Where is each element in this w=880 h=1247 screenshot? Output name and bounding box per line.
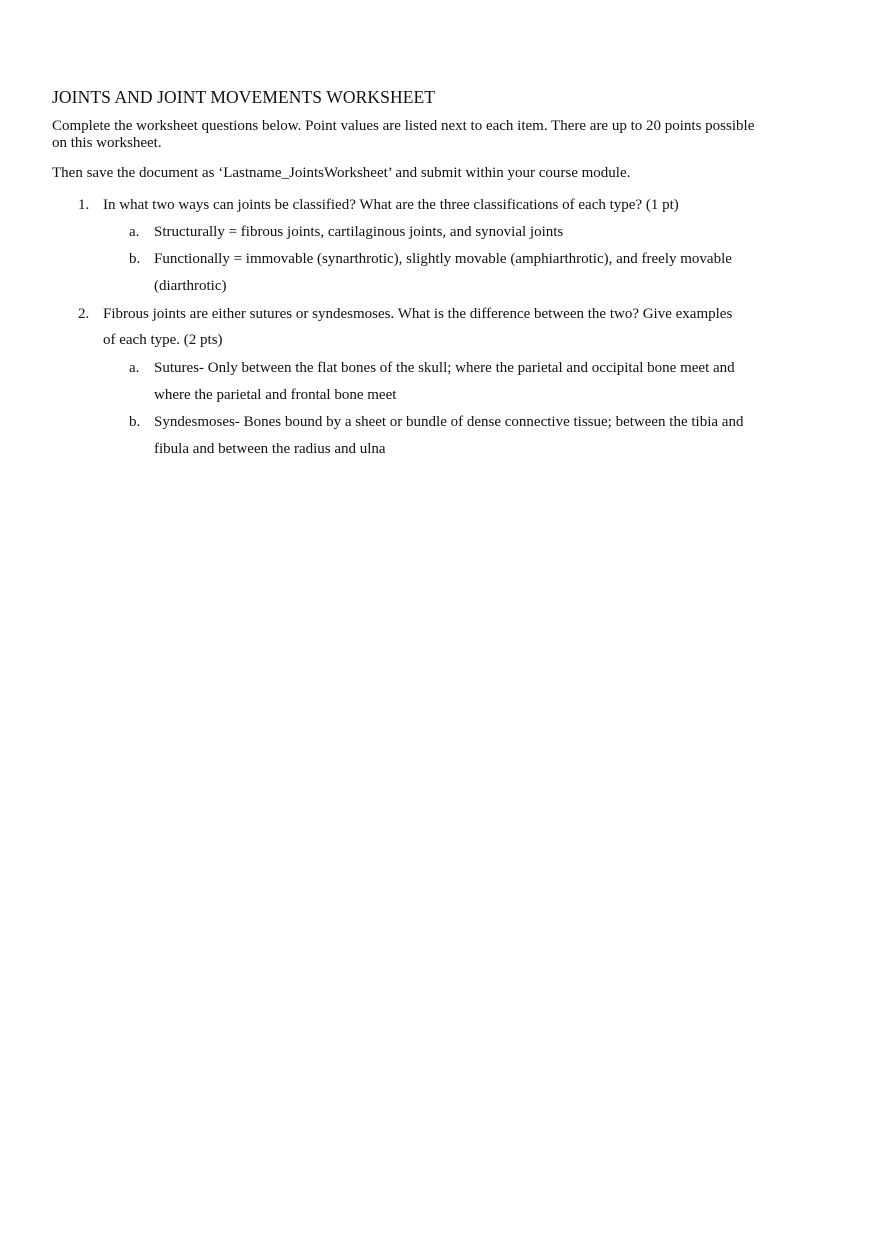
answer-letter: b. [129,251,141,267]
question-number: 2. [78,306,90,322]
answer-text: Structurally = fibrous joints, cartilaginous joints, and synovial joints [154,224,564,240]
answer-letter: a. [129,224,140,240]
question-number: 1. [78,197,90,213]
answer-letter: b. [129,414,141,430]
answer-text: Syndesmoses- Bones bound by a sheet or bundle of dense connective tissue; between the tibia and fibula and between the radius and ulna [154,414,744,457]
answer-text: Sutures- Only between the flat bones of the skull; where the parietal and occipital bone meet and where the parietal and frontal bone meet [154,360,735,403]
worksheet-title: JOINTS AND JOINT MOVEMENTS WORKSHEET [52,87,436,107]
answer-letter: a. [129,360,140,376]
submission-instructions: Then save the document as ‘Lastname_JointsWorksheet’ and submit within your course module. [52,165,631,181]
question-text: In what two ways can joints be classified? What are the three classifications of each type? (1 pt) [103,197,679,213]
question-text: Fibrous joints are either sutures or syndesmoses. What is the difference between the two? Give examples of each type. (2 pts) [103,306,733,348]
instructions-paragraph: Complete the worksheet questions below. Point values are listed next to each item. There are up to 20 points possible on this worksheet. [52,118,755,151]
answer-text: Functionally = immovable (synarthrotic), slightly movable (amphiarthrotic), and freely movable (diarthrotic) [154,251,732,294]
